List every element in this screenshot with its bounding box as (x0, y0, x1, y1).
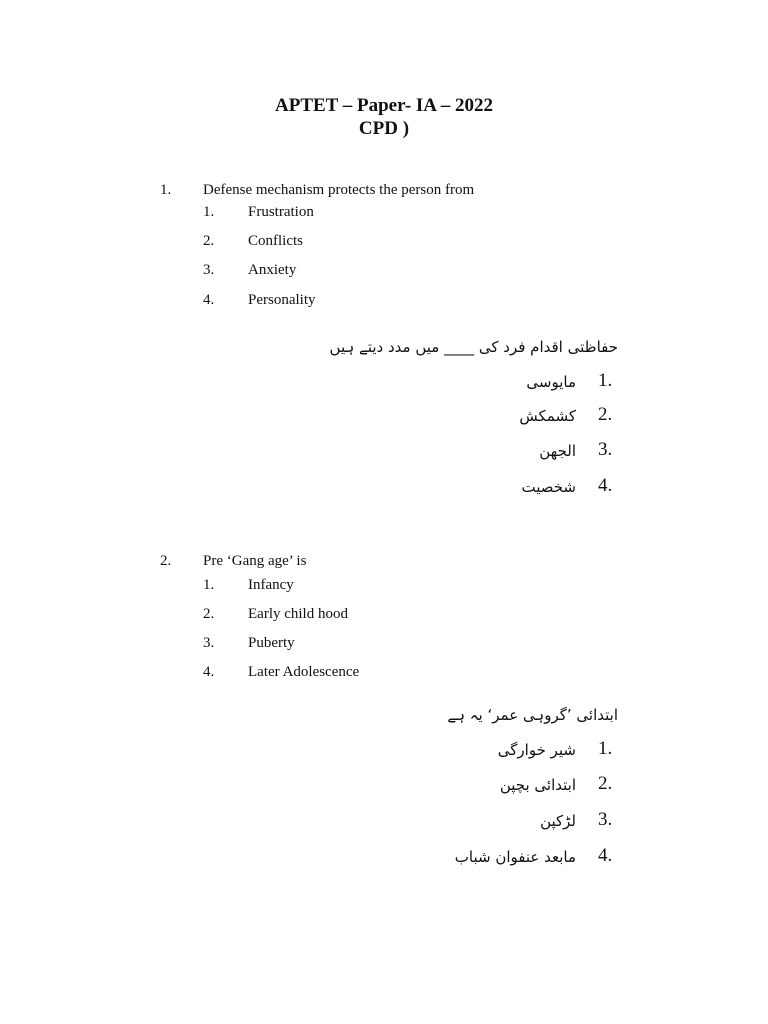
option-number: 3. (203, 635, 215, 651)
urdu-option (0, 475, 768, 501)
urdu-option-number: 4. (598, 475, 613, 496)
option-number: 1. (203, 204, 215, 220)
option-number: 3. (203, 262, 215, 278)
urdu-option (0, 773, 768, 799)
urdu-option-number: 3. (598, 439, 613, 460)
urdu-question-text: ابتدائی ’گروہی عمر‘ یہ ہے (447, 706, 618, 724)
urdu-option-text: مابعد عنفوان شباب (454, 848, 576, 866)
urdu-option-text: لڑکپن (540, 812, 576, 830)
page-title: APTET – Paper- IA – 2022 (275, 95, 493, 116)
urdu-option-number: 2. (598, 404, 613, 425)
urdu-option (0, 439, 768, 465)
option-text: Frustration (248, 204, 314, 220)
urdu-option-number: 1. (598, 738, 613, 759)
urdu-option-text: مایوسی (526, 373, 576, 391)
urdu-option-text: الجھن (539, 442, 576, 460)
option-text: Early child hood (248, 606, 348, 622)
urdu-option-text: شخصیت (521, 478, 576, 496)
urdu-option-number: 1. (598, 370, 613, 391)
urdu-option (0, 809, 768, 835)
option-text: Personality (248, 292, 316, 308)
question-text: Pre ‘Gang age’ is (203, 553, 307, 569)
option-number: 2. (203, 233, 215, 249)
urdu-question-text: حفاظتی اقدام فرد کی ____ میں مدد دیتے ہیں (329, 338, 618, 356)
option-text: Anxiety (248, 262, 297, 278)
option-number: 1. (203, 577, 215, 593)
option-text: Conflicts (248, 233, 303, 249)
urdu-option (0, 738, 768, 764)
option-text: Later Adolescence (248, 664, 360, 680)
urdu-option-text: ابتدائی بچپن (499, 776, 576, 794)
option-number: 4. (203, 292, 215, 308)
page-subtitle: CPD ) (358, 118, 410, 139)
urdu-option (0, 370, 768, 396)
option-number: 4. (203, 664, 215, 680)
urdu-option (0, 404, 768, 430)
urdu-option-number: 3. (598, 809, 613, 830)
option-text: Infancy (248, 577, 294, 593)
option-number: 2. (203, 606, 215, 622)
urdu-option-number: 4. (598, 845, 613, 866)
urdu-option (0, 845, 768, 871)
option-text: Puberty (248, 635, 295, 651)
question-number: 1. (160, 182, 172, 198)
question-number: 2. (160, 553, 172, 569)
urdu-option-number: 2. (598, 773, 613, 794)
urdu-option-text: کشمکش (519, 407, 576, 425)
urdu-option-text: شیر خوارگی (497, 741, 576, 759)
question-text: Defense mechanism protects the person from (203, 182, 475, 198)
